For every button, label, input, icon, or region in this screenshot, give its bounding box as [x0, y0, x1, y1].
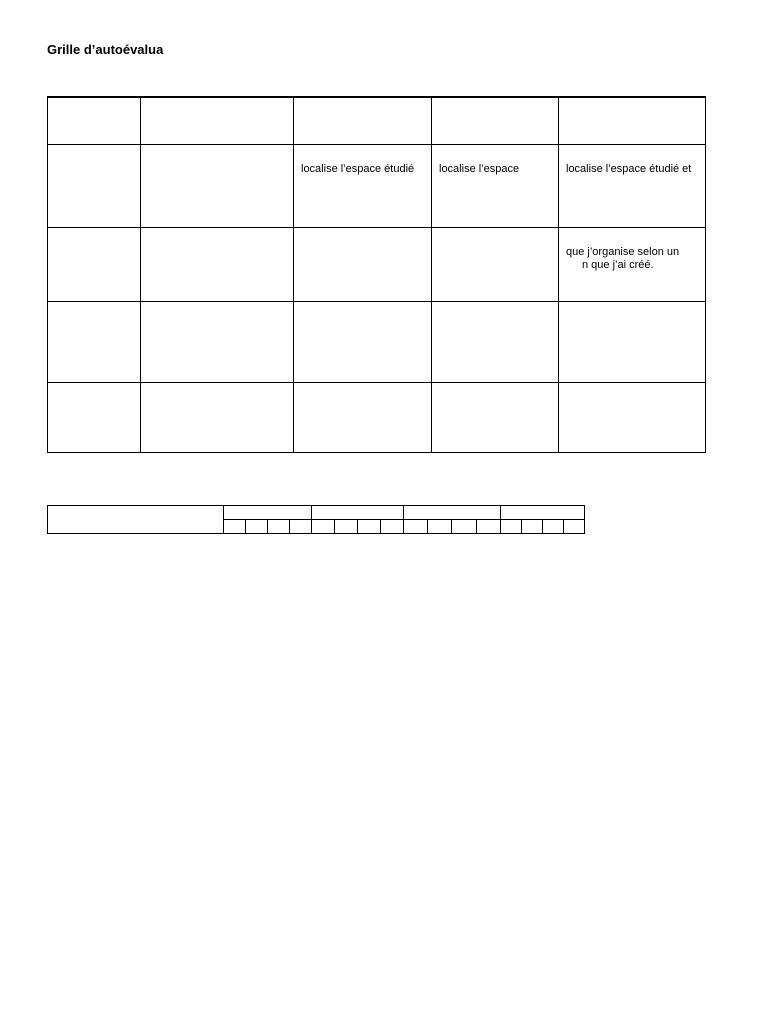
- score-cell[interactable]: [267, 520, 289, 534]
- score-cell[interactable]: [563, 520, 584, 534]
- score-cell[interactable]: [542, 520, 563, 534]
- score-grid: [47, 505, 585, 534]
- score-cell[interactable]: [452, 520, 476, 534]
- score-group-header: [404, 506, 500, 520]
- grid-row: [48, 301, 706, 382]
- grid-cell: [141, 144, 294, 227]
- score-cell[interactable]: [381, 520, 404, 534]
- score-cell[interactable]: [358, 520, 381, 534]
- grid-cell: [432, 97, 559, 144]
- cell-text: localise l’espace étudié et: [566, 162, 692, 175]
- self-evaluation-grid: [47, 96, 706, 453]
- grid-cell: [432, 227, 559, 301]
- grid-cell: [294, 301, 432, 382]
- grid-cell: [294, 227, 432, 301]
- score-cell[interactable]: [404, 520, 428, 534]
- grid-cell: [432, 144, 559, 227]
- grid-cell: [141, 97, 294, 144]
- score-cell[interactable]: [311, 520, 334, 534]
- grid-cell: [48, 97, 141, 144]
- cell-text: que j’organise selon un n que j’ai créé.: [566, 245, 680, 271]
- grid-cell: [432, 301, 559, 382]
- grid-row: [48, 382, 706, 452]
- cell-text: localise l’espace: [439, 162, 520, 175]
- grid-cell: [141, 301, 294, 382]
- grid-cell: [559, 97, 706, 144]
- grid-cell: [48, 144, 141, 227]
- score-group-header: [311, 506, 403, 520]
- grid-row: [48, 97, 706, 144]
- score-group-header: [223, 506, 311, 520]
- grid-cell: [432, 382, 559, 452]
- score-cell[interactable]: [521, 520, 542, 534]
- grid-cell: [294, 382, 432, 452]
- grid-cell: [141, 227, 294, 301]
- grid-cell: [48, 227, 141, 301]
- grid-cell: [559, 301, 706, 382]
- grid-row: [48, 144, 706, 227]
- score-cell[interactable]: [223, 520, 245, 534]
- grid-cell: [559, 227, 706, 301]
- grid-cell: [559, 144, 706, 227]
- score-cell[interactable]: [500, 520, 521, 534]
- score-label-cell: [48, 506, 224, 534]
- grid-cell: [294, 144, 432, 227]
- score-cell[interactable]: [476, 520, 500, 534]
- grid-row: [48, 227, 706, 301]
- grid-cell: [141, 382, 294, 452]
- grid-cell: [48, 301, 141, 382]
- score-cell[interactable]: [428, 520, 452, 534]
- grid-cell: [48, 382, 141, 452]
- score-cell[interactable]: [289, 520, 311, 534]
- score-group-header: [500, 506, 584, 520]
- grid-cell: [559, 382, 706, 452]
- grid-cell: [294, 97, 432, 144]
- score-cell[interactable]: [245, 520, 267, 534]
- score-cell[interactable]: [335, 520, 358, 534]
- cell-text: localise l’espace étudié: [301, 162, 415, 175]
- document-title: Grille d’autoévalua: [47, 42, 164, 57]
